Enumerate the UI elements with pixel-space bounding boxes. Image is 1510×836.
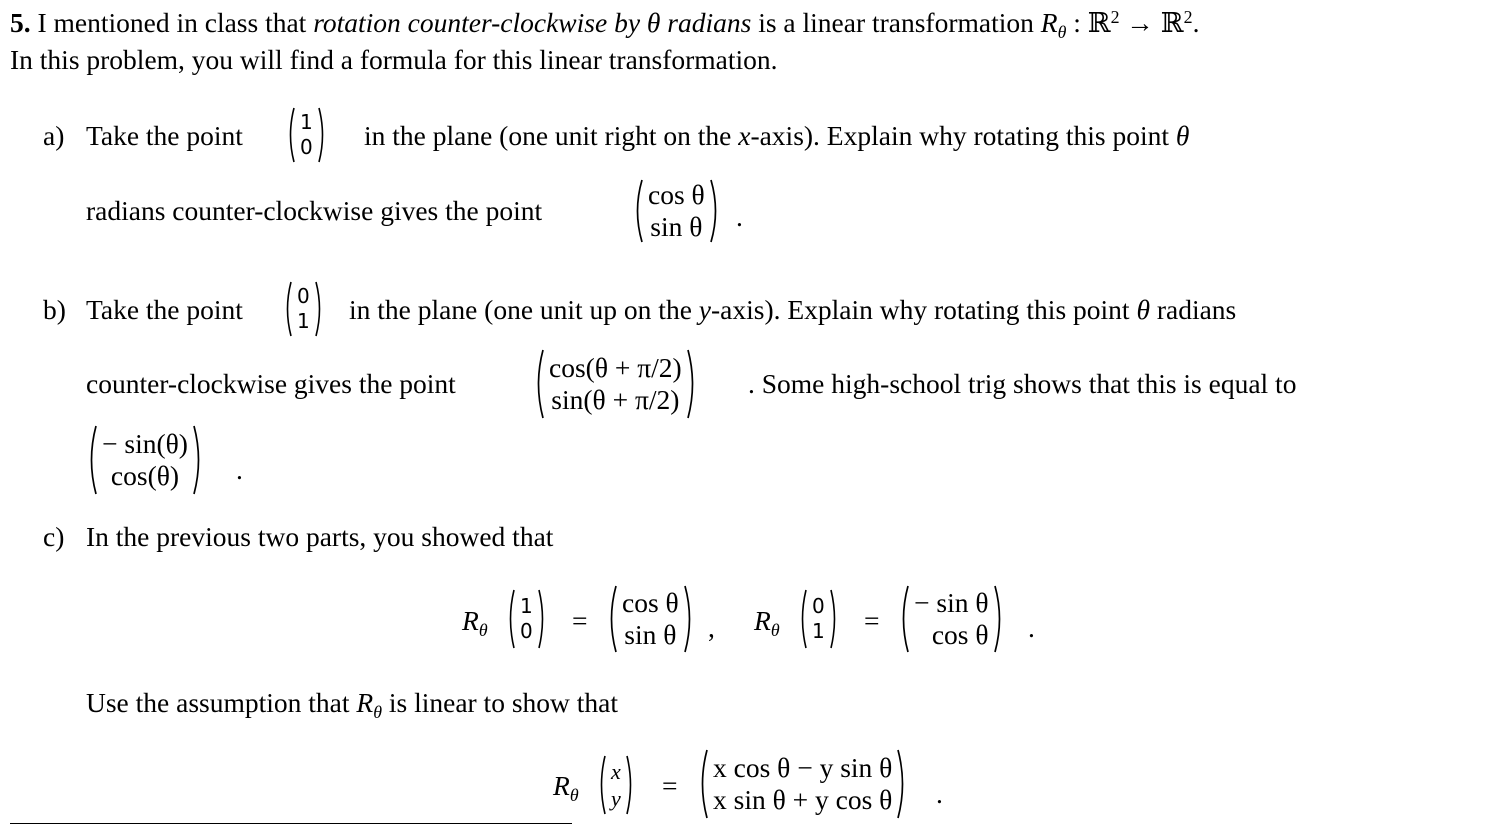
part-c-equals-1: =: [572, 605, 588, 636]
part-c-e1-vector: 1 0: [506, 588, 547, 650]
part-b-period: .: [236, 454, 243, 485]
part-b-result-vector: cos(θ + π/2) sin(θ + π/2): [533, 348, 698, 420]
part-c-period-1: .: [1028, 612, 1035, 643]
intro-map: $R_\theta$ : ℝ$^2$ → ℝ$^2$.: [1040, 7, 1200, 43]
part-a-label: a): [43, 120, 65, 151]
part-b-equal-vector: − sin(θ) cos(θ): [86, 424, 204, 496]
problem-number: 5.: [10, 7, 31, 38]
part-b-text-before: Take the point: [86, 294, 243, 325]
part-c-r2-vector: − sin θ cos θ: [898, 584, 1005, 654]
part-a-line-2: radians counter-clockwise gives the point: [86, 195, 543, 226]
part-b-text-after: in the plane (one unit up on the y-axis). Explain why rotating this point θ radians: [349, 294, 1237, 325]
part-c-text: In the previous two parts, you showed that: [86, 521, 554, 552]
intro-text-1: I mentioned in class that: [37, 7, 307, 38]
part-a-text-before: Take the point: [86, 120, 243, 151]
part-c-rotation-result-vector: x cos θ − y sin θ x sin θ + y cos θ: [697, 748, 908, 820]
part-c-equals-2: =: [864, 605, 880, 636]
part-a-point-vector: 1 0: [286, 106, 327, 164]
part-c-R-theta-2: $R_\theta$: [754, 605, 780, 641]
problem-intro-line-1: [10, 7, 1200, 43]
part-c-xy-vector: x y: [597, 754, 635, 816]
part-c-R-theta-1: $R_\theta$: [462, 605, 488, 641]
part-c-period-2: .: [936, 778, 943, 809]
intro-text-2: is a linear transformation: [758, 7, 1034, 38]
part-a-period: .: [736, 201, 743, 232]
intro-italic-text: rotation counter-clockwise by θ radians: [313, 7, 752, 38]
part-c-label: c): [43, 521, 65, 552]
part-c-R-theta-3: $R_\theta$: [553, 770, 579, 806]
part-c-r1-vector: cos θ sin θ: [606, 584, 695, 654]
part-a-text-after: in the plane (one unit right on the x-axis). Explain why rotating this point θ: [364, 120, 1190, 151]
part-b-line-2: counter-clockwise gives the point: [86, 368, 456, 399]
part-c-equals-3: =: [662, 770, 678, 801]
problem-intro-line-2: In this problem, you will find a formula for this linear transformation.: [10, 44, 778, 75]
part-b-point-vector: 0 1: [283, 280, 324, 338]
footnote-rule: [10, 823, 572, 824]
part-a-result-vector: cos θ sin θ: [632, 178, 721, 244]
part-c-e2-vector: 0 1: [798, 588, 839, 650]
part-b-label: b): [43, 294, 66, 325]
part-b-line-2-after: . Some high-school trig shows that this is equal to: [748, 368, 1297, 399]
part-c-comma: ,: [708, 612, 715, 643]
part-c-text-2: Use the assumption that $R_\theta$ is linear to show that: [86, 687, 618, 723]
